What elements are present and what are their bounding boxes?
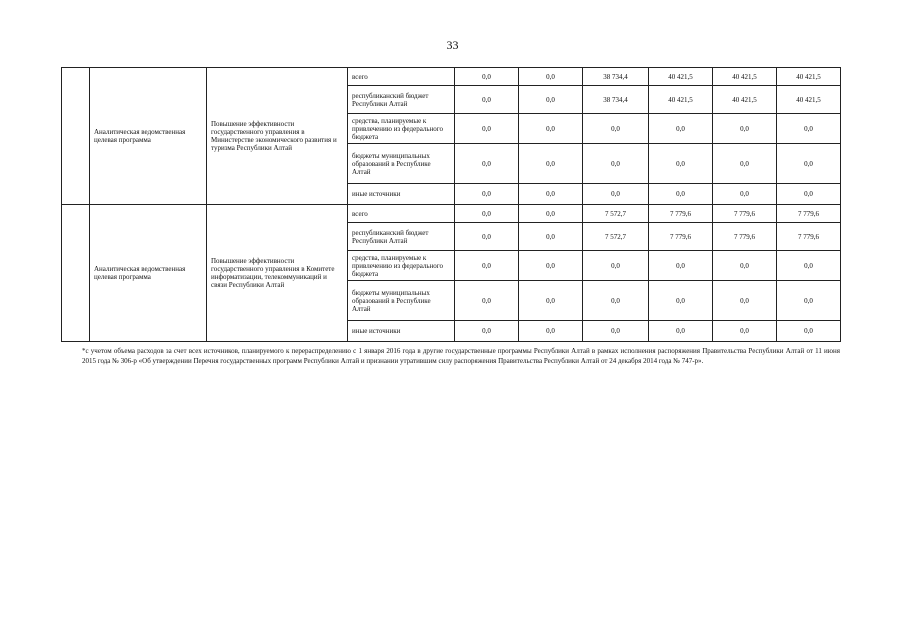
value-cell: 0,0 [519,251,583,281]
value-cell: 7 779,6 [649,205,713,223]
value-cell: 0,0 [713,184,777,205]
value-cell: 0,0 [519,321,583,342]
value-cell: 0,0 [713,281,777,321]
value-cell: 0,0 [455,184,519,205]
value-cell: 0,0 [583,321,649,342]
value-cell: 0,0 [777,144,841,184]
value-cell: 0,0 [777,281,841,321]
value-cell: 0,0 [777,251,841,281]
table-row [62,205,841,223]
funding-source: всего [348,205,455,223]
value-cell: 0,0 [649,321,713,342]
footnote: *с учетом объема расходов за счет всех источников, планируемого к перераспределению с 1 января 2016 года в другие государственные программы Республики Алтай в рамках исполнения распоряжения Правительства Республики Алтай от 11 июня 2015 года № 306-р «Об утверждении Перечня государственных программ Республики Алтай и признании утратившим силу распоряжения Правительства Республики Алтай от 24 декабря 2014 года № 747-р». [82,347,840,365]
value-cell: 0,0 [713,321,777,342]
value-cell: 0,0 [583,144,649,184]
value-cell: 38 734,4 [583,86,649,114]
funding-source: иные источники [348,321,455,342]
value-cell: 7 572,7 [583,223,649,251]
value-cell: 0,0 [713,114,777,144]
value-cell: 0,0 [649,251,713,281]
value-cell: 0,0 [583,251,649,281]
value-cell: 0,0 [649,114,713,144]
page-number: 33 [446,38,459,52]
value-cell: 0,0 [777,321,841,342]
value-cell: 40 421,5 [649,86,713,114]
value-cell: 40 421,5 [649,68,713,86]
value-cell: 0,0 [583,281,649,321]
value-cell: 0,0 [777,114,841,144]
value-cell: 7 779,6 [713,205,777,223]
funding-source: бюджеты муниципальных образований в Республике Алтай [348,281,455,321]
value-cell: 0,0 [713,144,777,184]
program-name: Повышение эффективности государственного управления в Министерстве экономического развития и туризма Республики Алтай [207,68,348,205]
value-cell: 0,0 [455,223,519,251]
value-cell: 7 779,6 [713,223,777,251]
value-cell: 0,0 [649,281,713,321]
program-name: Повышение эффективности государственного управления в Комитете информатизации, телекоммуникаций и связи Республики Алтай [207,205,348,342]
value-cell: 0,0 [455,114,519,144]
value-cell: 38 734,4 [583,68,649,86]
funding-source: всего [348,68,455,86]
value-cell: 0,0 [713,251,777,281]
section-blank-cell [62,205,90,342]
value-cell: 7 779,6 [777,223,841,251]
funding-source: средства, планируемые к привлечению из федерального бюджета [348,114,455,144]
program-type: Аналитическая ведомственная целевая программа [90,68,207,205]
value-cell: 0,0 [519,281,583,321]
value-cell: 0,0 [455,205,519,223]
value-cell: 40 421,5 [713,86,777,114]
funding-source: республиканский бюджет Республики Алтай [348,86,455,114]
value-cell: 0,0 [519,114,583,144]
value-cell: 0,0 [649,144,713,184]
value-cell: 0,0 [455,144,519,184]
funding-source: республиканский бюджет Республики Алтай [348,223,455,251]
section-blank-cell [62,68,90,205]
value-cell: 0,0 [455,281,519,321]
funding-source: бюджеты муниципальных образований в Республике Алтай [348,144,455,184]
value-cell: 0,0 [455,321,519,342]
value-cell: 0,0 [777,184,841,205]
value-cell: 0,0 [455,251,519,281]
value-cell: 0,0 [519,184,583,205]
value-cell: 7 779,6 [649,223,713,251]
value-cell: 0,0 [519,144,583,184]
value-cell: 0,0 [519,223,583,251]
program-type: Аналитическая ведомственная целевая программа [90,205,207,342]
value-cell: 7 779,6 [777,205,841,223]
value-cell: 7 572,7 [583,205,649,223]
value-cell: 0,0 [519,68,583,86]
value-cell: 40 421,5 [777,68,841,86]
value-cell: 0,0 [519,205,583,223]
value-cell: 0,0 [649,184,713,205]
value-cell: 0,0 [583,114,649,144]
value-cell: 40 421,5 [777,86,841,114]
value-cell: 0,0 [455,86,519,114]
funding-source: средства, планируемые к привлечению из федерального бюджета [348,251,455,281]
budget-table [61,67,841,342]
value-cell: 0,0 [455,68,519,86]
table-row [62,68,841,86]
value-cell: 0,0 [583,184,649,205]
value-cell: 40 421,5 [713,68,777,86]
value-cell: 0,0 [519,86,583,114]
funding-source: иные источники [348,184,455,205]
